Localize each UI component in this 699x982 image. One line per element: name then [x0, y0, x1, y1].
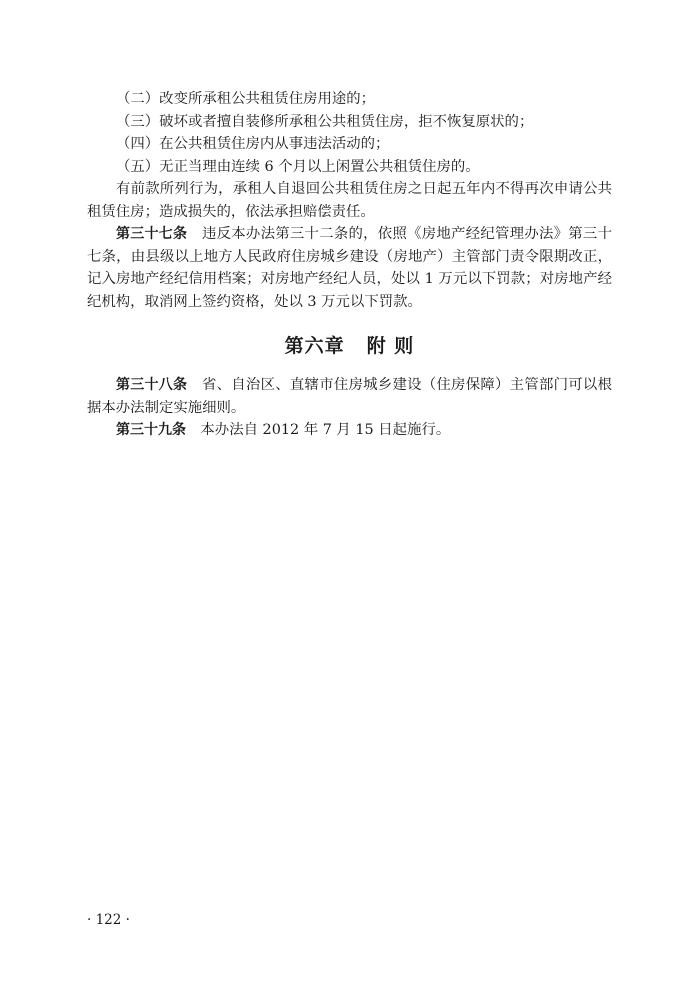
penalty-paragraph: 有前款所列行为，承租人自退回公共租赁住房之日起五年内不得再次申请公共租赁住房；造成损失的，依法承担赔偿责任。 [87, 181, 612, 220]
list-item: （三）破坏或者擅自装修所承租公共租赁住房，拒不恢复原状的； [116, 113, 534, 130]
article-label: 第三十八条 [116, 377, 188, 393]
article-text: 省、自治区、直辖市住房城乡建设（住房保障）主管部门可以根据本办法制定实施细则。 [87, 377, 612, 416]
article-label: 第三十七条 [116, 226, 188, 242]
article-text: 本办法自 2012 年 7 月 15 日起施行。 [200, 422, 451, 438]
article-text: 违反本办法第三十二条的，依照《房地产经纪管理办法》第三十七条，由县级以上地方人民政府住房城乡建设（房地产）主管部门责令限期改正，记入房地产经纪信用档案；对房地产经纪人员，处以 1 万元以下罚款；对房地产经纪机构，取消网上签约资格，处以 3 万元以下罚款。 [87, 226, 612, 310]
list-item: （五）无正当理由连续 6 个月以上闲置公共租赁住房的。 [116, 158, 480, 175]
article-38 [87, 374, 612, 419]
chapter-number: 第六章 [284, 335, 345, 357]
article-37 [87, 223, 612, 313]
article-36-continuation [87, 88, 612, 313]
chapter-heading [0, 331, 699, 358]
list-item: （二）改变所承租公共租赁住房用途的； [116, 91, 376, 107]
article-label: 第三十九条 [116, 422, 186, 438]
chapter-title: 附 则 [366, 335, 415, 357]
article-39 [87, 419, 612, 442]
list-item: （四）在公共租赁住房内从事违法活动的； [116, 136, 390, 152]
chapter-six-body [87, 374, 612, 442]
page-number: · 122 · [87, 912, 130, 928]
